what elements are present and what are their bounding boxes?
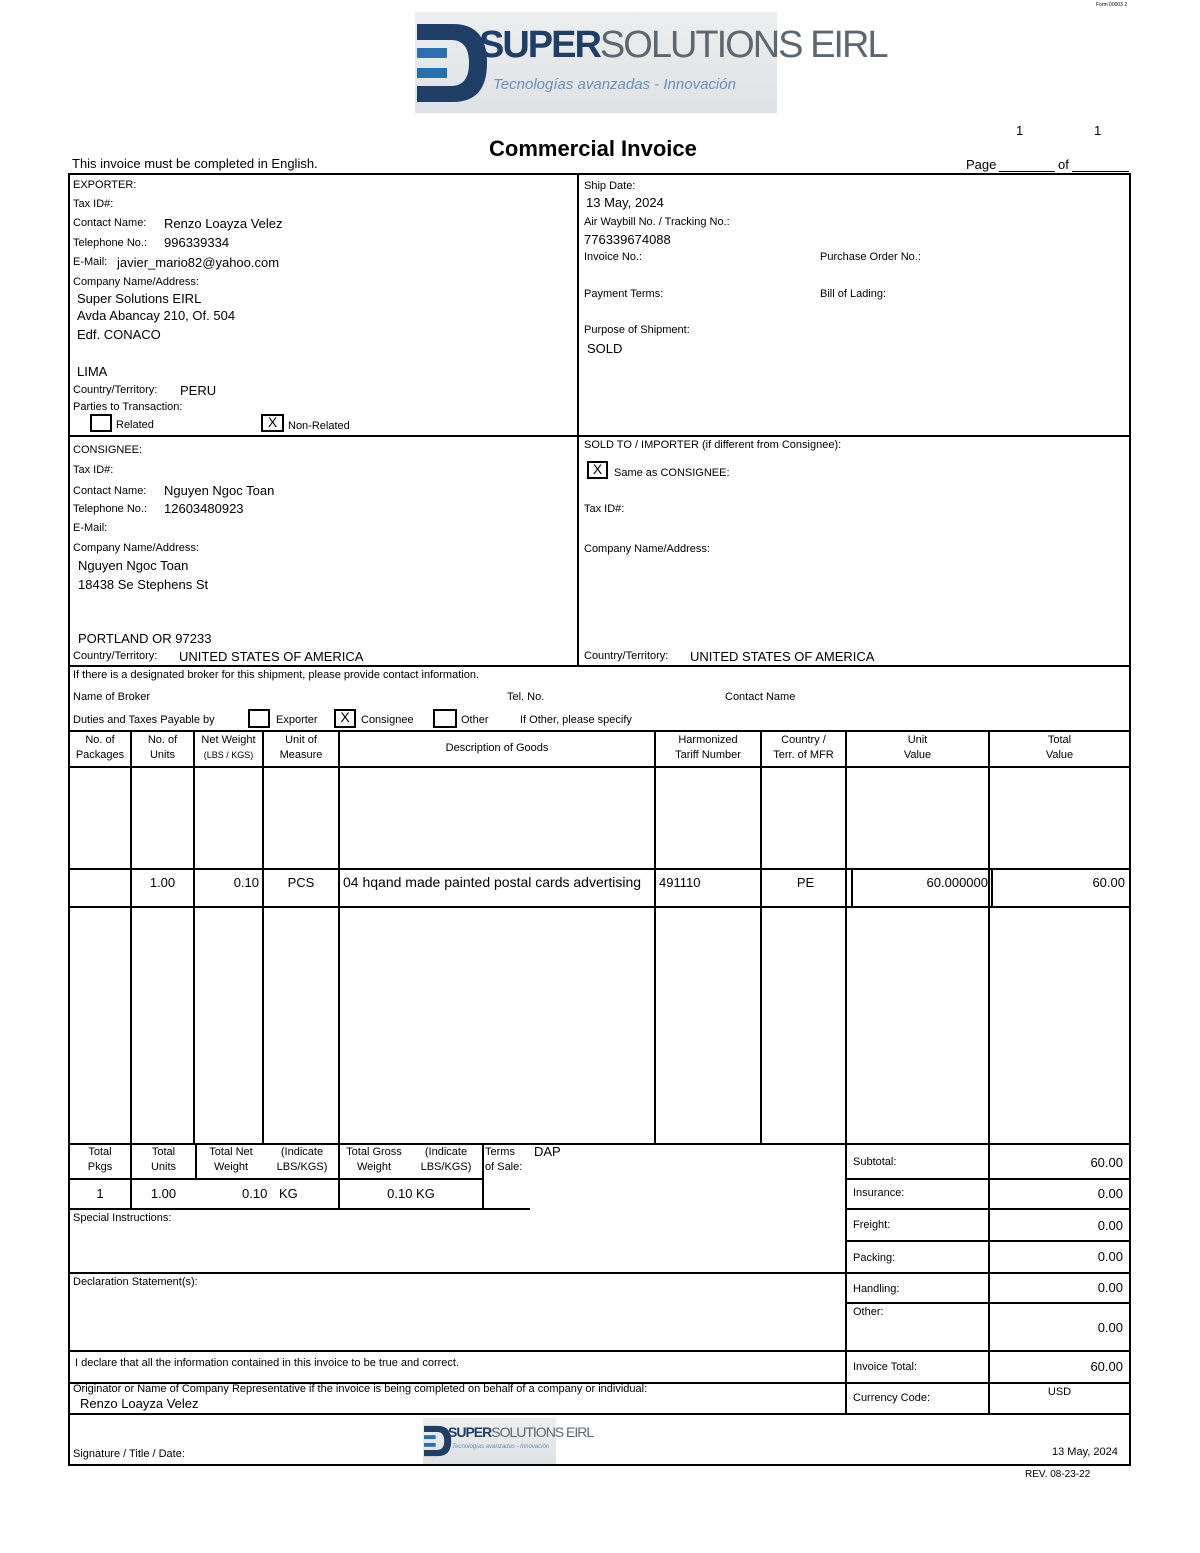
th-tariff: Harmonized Tariff Number	[675, 734, 741, 761]
declaration-label: Declaration Statement(s):	[73, 1276, 198, 1288]
duties-other-checkbox[interactable]	[433, 709, 457, 728]
broker-tel-label: Tel. No.	[507, 691, 545, 703]
consignee-contact-label: Contact Name:	[73, 485, 147, 497]
summary-label: Handling:	[853, 1283, 900, 1295]
summary-label: Invoice Total:	[853, 1361, 918, 1373]
exporter-country: PERU	[180, 383, 217, 398]
consignee-address-line: 18438 Se Stephens St	[78, 577, 209, 592]
currency-code: USD	[1047, 1386, 1072, 1398]
broker-note: If there is a designated broker for this shipment, please provide contact information.	[73, 669, 479, 681]
ship-date: 13 May, 2024	[586, 195, 664, 210]
consignee-country: UNITED STATES OF AMERICA	[179, 649, 364, 664]
nonrelated-checkbox[interactable]: X	[261, 414, 284, 432]
consignee-address-line: Nguyen Ngoc Toan	[78, 558, 189, 573]
logo-brand-bold: SUPER	[479, 24, 600, 66]
cell-units: 1.00	[149, 875, 176, 890]
consignee-tax-label: Tax ID#:	[73, 464, 114, 476]
signature-logo: SUPERSOLUTIONS EIRL Tecnologías avanzadas - Innovación	[423, 1418, 556, 1464]
duties-specify-label: If Other, please specify	[520, 714, 632, 726]
special-instructions-label: Special Instructions:	[73, 1212, 172, 1224]
exporter-email-label: E-Mail:	[73, 256, 108, 268]
page-label: Page	[966, 157, 997, 172]
sold-to-country: UNITED STATES OF AMERICA	[690, 649, 875, 664]
bill-of-lading-label: Bill of Lading:	[820, 288, 887, 300]
exporter-contact-label: Contact Name:	[73, 217, 147, 229]
related-checkbox[interactable]	[90, 414, 112, 432]
sold-to-company-label: Company Name/Address:	[584, 543, 710, 555]
english-note: This invoice must be completed in English.	[72, 156, 318, 171]
consignee-contact: Nguyen Ngoc Toan	[164, 483, 275, 498]
duties-exporter-checkbox[interactable]	[248, 709, 270, 728]
th-unit-value: Unit Value	[903, 734, 932, 761]
consignee-city: PORTLAND OR 97233	[78, 631, 212, 646]
total-pkgs-label: Total Pkgs	[87, 1146, 113, 1173]
sold-to-tax-label: Tax ID#:	[584, 503, 625, 515]
broker-contact-label: Contact Name	[725, 691, 796, 703]
parties-label: Parties to Transaction:	[73, 401, 183, 413]
terms-of-sale: DAP	[534, 1144, 561, 1159]
consignee-phone: 12603480923	[164, 501, 244, 516]
originator-label: Originator or Name of Company Representative if the invoice is being completed on behalf of a company or individual:	[73, 1383, 648, 1395]
exporter-address-line: LIMA	[77, 364, 108, 379]
summary-label: Currency Code:	[853, 1392, 931, 1404]
consignee-email-label: E-Mail:	[73, 522, 108, 534]
exporter-phone-label: Telephone No.:	[73, 237, 147, 249]
po-label: Purchase Order No.:	[820, 251, 921, 263]
consignee-country-label: Country/Territory:	[73, 650, 158, 662]
th-uom: Unit of Measure	[279, 734, 323, 761]
summary-label: Freight:	[853, 1219, 891, 1231]
exporter-phone: 996339334	[164, 235, 230, 250]
exporter-address-line: Super Solutions EIRL	[77, 291, 202, 306]
same-as-consignee-label: Same as CONSIGNEE:	[614, 467, 730, 479]
summary-value: 0.00	[1097, 1218, 1123, 1233]
indicate-unit-label: (Indicate LBS/KGS)	[420, 1146, 472, 1173]
cell-country: PE	[796, 875, 815, 890]
exporter-address-line: Edf. CONACO	[77, 327, 161, 342]
exporter-contact: Renzo Loayza Velez	[164, 216, 283, 231]
total-net-weight: 0.10	[242, 1186, 268, 1201]
total-units-label: Total Units	[150, 1146, 177, 1173]
logo-tagline: Tecnologías avanzadas - Innovación	[493, 76, 736, 93]
same-as-consignee-checkbox[interactable]: X	[587, 461, 608, 479]
nonrelated-label: Non-Related	[288, 420, 350, 432]
th-net-weight: Net Weight (LBS / KGS)	[201, 734, 256, 760]
payment-terms-label: Payment Terms:	[584, 288, 664, 300]
awb-label: Air Waybill No. / Tracking No.:	[584, 216, 730, 228]
cell-total-value: 60.00	[1092, 875, 1125, 890]
total-pkgs: 1	[96, 1186, 104, 1201]
cell-unit-value: 60.000000	[926, 875, 988, 890]
declare-text: I declare that all the information contained in this invoice to be true and correct.	[75, 1357, 459, 1369]
consignee-phone-label: Telephone No.:	[73, 503, 147, 515]
th-country-mfr: Country / Terr. of MFR	[773, 734, 834, 761]
of-label: of	[1058, 157, 1069, 172]
cell-net-weight: 0.10	[233, 875, 259, 890]
summary-value: 0.00	[1097, 1320, 1123, 1335]
consignee-heading: CONSIGNEE:	[73, 444, 143, 456]
total-units: 1.00	[150, 1186, 177, 1201]
total-net-weight-label: Total Net Weight	[209, 1146, 253, 1173]
exporter-tax-label: Tax ID#:	[73, 198, 114, 210]
exporter-company-label: Company Name/Address:	[73, 276, 199, 288]
duties-exporter-label: Exporter	[276, 714, 318, 726]
th-packages: No. of Packages	[75, 734, 125, 761]
exporter-heading: EXPORTER:	[73, 179, 137, 191]
company-logo	[415, 12, 887, 113]
summary-value: 60.00	[1090, 1155, 1123, 1170]
duties-label: Duties and Taxes Payable by	[73, 714, 215, 726]
sold-to-heading: SOLD TO / IMPORTER (if different from Consignee):	[584, 439, 842, 451]
broker-name-label: Name of Broker	[73, 691, 151, 703]
duties-other-label: Other	[461, 714, 489, 726]
consignee-company-label: Company Name/Address:	[73, 542, 199, 554]
ship-date-label: Ship Date:	[584, 180, 636, 192]
summary-label: Subtotal:	[853, 1156, 897, 1168]
doc-code: Form 00003 2	[1096, 2, 1128, 8]
originator-name: Renzo Loayza Velez	[80, 1396, 199, 1411]
related-label: Related	[116, 419, 154, 431]
invoice-no-label: Invoice No.:	[584, 251, 643, 263]
summary-value: 60.00	[1090, 1359, 1123, 1374]
th-description: Description of Goods	[445, 742, 549, 754]
th-units: No. of Units	[147, 734, 178, 761]
page-total: 1	[1094, 123, 1102, 138]
cell-tariff: 491110	[659, 875, 701, 890]
total-gross-weight: 0.10 KG	[387, 1186, 435, 1201]
duties-consignee-label: Consignee	[361, 714, 414, 726]
summary-value: 0.00	[1097, 1249, 1123, 1264]
summary-label: Other:	[853, 1306, 884, 1318]
purpose-label: Purpose of Shipment:	[584, 324, 690, 336]
cell-uom: PCS	[287, 875, 315, 890]
sold-to-country-label: Country/Territory:	[584, 650, 669, 662]
indicate-unit-label: (Indicate LBS/KGS)	[276, 1146, 328, 1173]
summary-label: Insurance:	[853, 1187, 905, 1199]
cell-description: 04 hqand made painted postal cards advertising	[343, 874, 642, 890]
signature-date: 13 May, 2024	[1052, 1446, 1118, 1458]
revision: REV. 08-23-22	[1025, 1469, 1091, 1480]
summary-label: Packing:	[853, 1252, 896, 1264]
exporter-address-line: Avda Abancay 210, Of. 504	[77, 308, 236, 323]
page-number: 1	[1016, 123, 1024, 138]
exporter-country-label: Country/Territory:	[73, 384, 158, 396]
page-title: Commercial Invoice	[489, 136, 697, 161]
awb-number: 776339674088	[584, 232, 671, 247]
purpose-value: SOLD	[587, 341, 623, 356]
total-net-weight-unit: KG	[279, 1186, 298, 1201]
summary-value: 0.00	[1097, 1186, 1123, 1201]
logo-brand-light: SOLUTIONS EIRL	[599, 24, 887, 66]
exporter-email: javier_mario82@yahoo.com	[117, 255, 280, 270]
terms-of-sale-label: Terms of Sale:	[485, 1146, 523, 1173]
th-total-value: Total Value	[1045, 734, 1074, 761]
summary-value: 0.00	[1097, 1280, 1123, 1295]
signature-label: Signature / Title / Date:	[73, 1448, 185, 1460]
duties-consignee-checkbox[interactable]: X	[334, 709, 356, 728]
total-gross-weight-label: Total Gross Weight	[346, 1146, 402, 1173]
